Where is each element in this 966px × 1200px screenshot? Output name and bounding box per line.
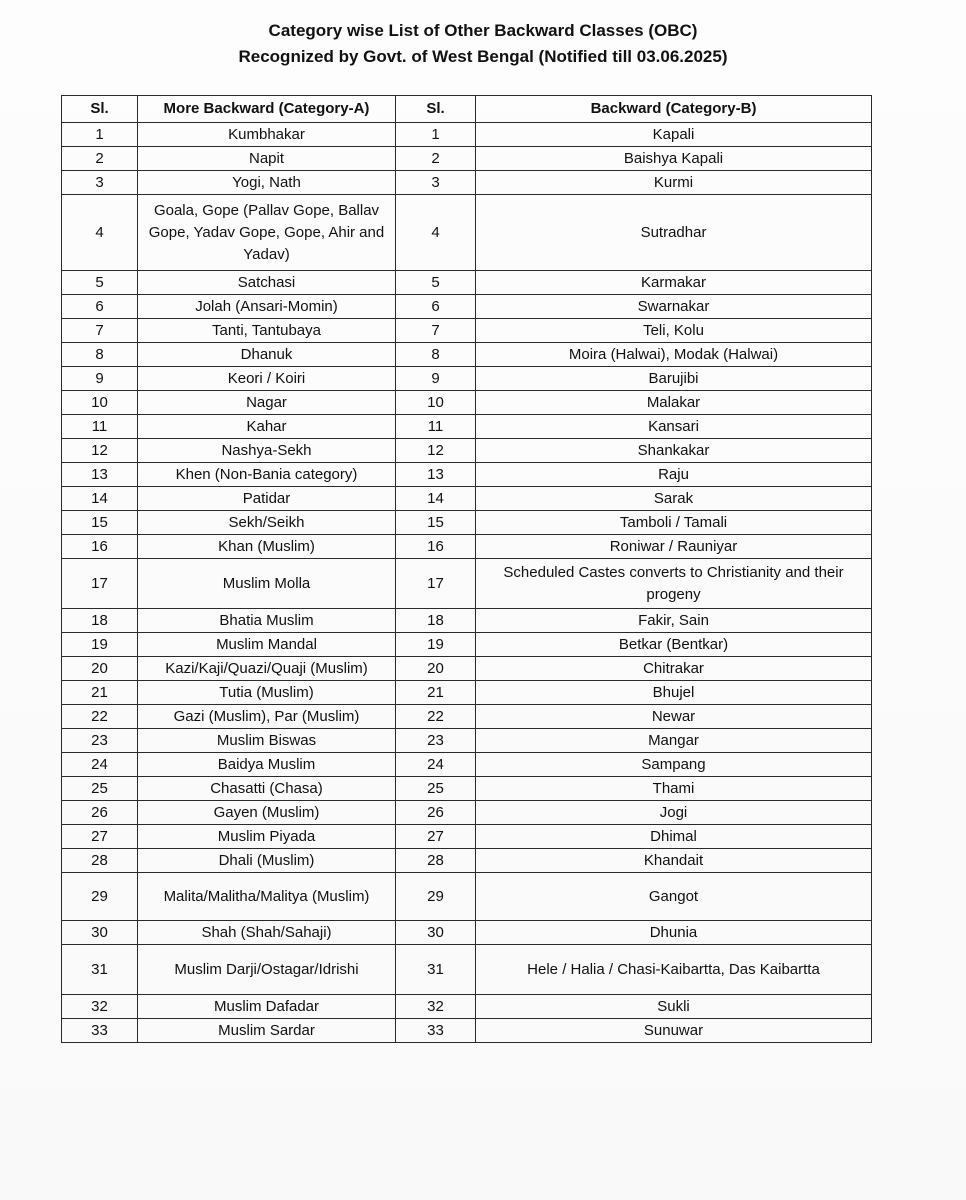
sl-a-cell: 14 [62, 487, 138, 511]
table-row [62, 825, 872, 849]
table-row [62, 511, 872, 535]
category-b-cell: Sampang [476, 753, 872, 777]
table-header-row [62, 96, 872, 123]
table-row [62, 801, 872, 825]
category-b-cell: Tamboli / Tamali [476, 511, 872, 535]
category-a-cell: Sekh/Seikh [138, 511, 396, 535]
category-b-cell: Sukli [476, 995, 872, 1019]
category-a-cell: Muslim Molla [138, 559, 396, 609]
sl-a-cell: 3 [62, 171, 138, 195]
sl-b-cell: 30 [396, 921, 476, 945]
sl-b-cell: 8 [396, 343, 476, 367]
sl-a-cell: 24 [62, 753, 138, 777]
sl-a-cell: 2 [62, 147, 138, 171]
sl-a-cell: 26 [62, 801, 138, 825]
sl-b-cell: 4 [396, 195, 476, 271]
sl-a-cell: 15 [62, 511, 138, 535]
sl-b-cell: 31 [396, 945, 476, 995]
category-b-cell: Dhunia [476, 921, 872, 945]
table-row [62, 729, 872, 753]
sl-b-cell: 21 [396, 681, 476, 705]
category-a-cell: Tanti, Tantubaya [138, 319, 396, 343]
category-a-cell: Gayen (Muslim) [138, 801, 396, 825]
category-b-cell: Kansari [476, 415, 872, 439]
category-b-cell: Bhujel [476, 681, 872, 705]
category-a-cell: Kumbhakar [138, 123, 396, 147]
category-a-cell: Muslim Biswas [138, 729, 396, 753]
sl-a-cell: 21 [62, 681, 138, 705]
table-row [62, 367, 872, 391]
table-row [62, 633, 872, 657]
category-a-cell: Nagar [138, 391, 396, 415]
table-row [62, 945, 872, 995]
header-category-b: Backward (Category-B) [476, 96, 872, 123]
category-b-cell: Jogi [476, 801, 872, 825]
sl-a-cell: 17 [62, 559, 138, 609]
sl-a-cell: 23 [62, 729, 138, 753]
category-b-cell: Malakar [476, 391, 872, 415]
document-heading [0, 18, 966, 70]
category-b-cell: Betkar (Bentkar) [476, 633, 872, 657]
sl-b-cell: 11 [396, 415, 476, 439]
sl-a-cell: 33 [62, 1019, 138, 1043]
table-row [62, 391, 872, 415]
sl-a-cell: 6 [62, 295, 138, 319]
category-a-cell: Yogi, Nath [138, 171, 396, 195]
category-b-cell: Shankakar [476, 439, 872, 463]
category-a-cell: Bhatia Muslim [138, 609, 396, 633]
sl-a-cell: 25 [62, 777, 138, 801]
sl-a-cell: 18 [62, 609, 138, 633]
table-row [62, 295, 872, 319]
category-a-cell: Goala, Gope (Pallav Gope, Ballav Gope, Yadav Gope, Gope, Ahir and Yadav) [138, 195, 396, 271]
table-row [62, 609, 872, 633]
sl-b-cell: 5 [396, 271, 476, 295]
category-a-cell: Muslim Mandal [138, 633, 396, 657]
category-b-cell: Gangot [476, 873, 872, 921]
category-a-cell: Gazi (Muslim), Par (Muslim) [138, 705, 396, 729]
category-b-cell: Karmakar [476, 271, 872, 295]
sl-a-cell: 12 [62, 439, 138, 463]
sl-b-cell: 14 [396, 487, 476, 511]
sl-b-cell: 16 [396, 535, 476, 559]
sl-a-cell: 13 [62, 463, 138, 487]
category-a-cell: Chasatti (Chasa) [138, 777, 396, 801]
category-b-cell: Kapali [476, 123, 872, 147]
table-row [62, 777, 872, 801]
sl-a-cell: 7 [62, 319, 138, 343]
sl-b-cell: 29 [396, 873, 476, 921]
category-a-cell: Nashya-Sekh [138, 439, 396, 463]
category-b-cell: Thami [476, 777, 872, 801]
table-row [62, 271, 872, 295]
sl-a-cell: 5 [62, 271, 138, 295]
category-a-cell: Muslim Dafadar [138, 995, 396, 1019]
category-b-cell: Fakir, Sain [476, 609, 872, 633]
sl-a-cell: 10 [62, 391, 138, 415]
table-row [62, 319, 872, 343]
category-a-cell: Dhali (Muslim) [138, 849, 396, 873]
category-a-cell: Muslim Sardar [138, 1019, 396, 1043]
sl-a-cell: 16 [62, 535, 138, 559]
table-row [62, 439, 872, 463]
category-b-cell: Sarak [476, 487, 872, 511]
category-a-cell: Muslim Darji/Ostagar/Idrishi [138, 945, 396, 995]
category-a-cell: Jolah (Ansari-Momin) [138, 295, 396, 319]
category-b-cell: Roniwar / Rauniyar [476, 535, 872, 559]
category-b-cell: Sunuwar [476, 1019, 872, 1043]
category-b-cell: Raju [476, 463, 872, 487]
sl-b-cell: 22 [396, 705, 476, 729]
sl-a-cell: 28 [62, 849, 138, 873]
sl-a-cell: 9 [62, 367, 138, 391]
sl-b-cell: 3 [396, 171, 476, 195]
table-row [62, 195, 872, 271]
sl-b-cell: 23 [396, 729, 476, 753]
category-b-cell: Teli, Kolu [476, 319, 872, 343]
category-a-cell: Napit [138, 147, 396, 171]
category-a-cell: Baidya Muslim [138, 753, 396, 777]
header-category-a: More Backward (Category-A) [138, 96, 396, 123]
table-row [62, 123, 872, 147]
sl-b-cell: 18 [396, 609, 476, 633]
table-row [62, 487, 872, 511]
table-row [62, 147, 872, 171]
category-b-cell: Chitrakar [476, 657, 872, 681]
table-row [62, 921, 872, 945]
category-a-cell: Keori / Koiri [138, 367, 396, 391]
sl-b-cell: 20 [396, 657, 476, 681]
header-sl-b: Sl. [396, 96, 476, 123]
category-a-cell: Khen (Non-Bania category) [138, 463, 396, 487]
category-b-cell: Newar [476, 705, 872, 729]
category-b-cell: Dhimal [476, 825, 872, 849]
category-a-cell: Patidar [138, 487, 396, 511]
table-row [62, 753, 872, 777]
sl-a-cell: 22 [62, 705, 138, 729]
sl-b-cell: 33 [396, 1019, 476, 1043]
sl-a-cell: 4 [62, 195, 138, 271]
sl-b-cell: 24 [396, 753, 476, 777]
category-a-cell: Khan (Muslim) [138, 535, 396, 559]
sl-b-cell: 9 [396, 367, 476, 391]
sl-a-cell: 29 [62, 873, 138, 921]
sl-b-cell: 15 [396, 511, 476, 535]
sl-a-cell: 30 [62, 921, 138, 945]
sl-a-cell: 32 [62, 995, 138, 1019]
category-b-cell: Moira (Halwai), Modak (Halwai) [476, 343, 872, 367]
category-a-cell: Satchasi [138, 271, 396, 295]
table-row [62, 657, 872, 681]
sl-b-cell: 27 [396, 825, 476, 849]
category-b-cell: Khandait [476, 849, 872, 873]
category-a-cell: Muslim Piyada [138, 825, 396, 849]
sl-a-cell: 8 [62, 343, 138, 367]
category-b-cell: Mangar [476, 729, 872, 753]
sl-b-cell: 17 [396, 559, 476, 609]
title-line-1: Category wise List of Other Backward Classes (OBC) [268, 21, 698, 40]
sl-b-cell: 7 [396, 319, 476, 343]
table-row [62, 873, 872, 921]
sl-a-cell: 27 [62, 825, 138, 849]
category-a-cell: Tutia (Muslim) [138, 681, 396, 705]
table-row [62, 171, 872, 195]
sl-b-cell: 19 [396, 633, 476, 657]
sl-a-cell: 31 [62, 945, 138, 995]
category-b-cell: Sutradhar [476, 195, 872, 271]
category-a-cell: Malita/Malitha/Malitya (Muslim) [138, 873, 396, 921]
sl-b-cell: 6 [396, 295, 476, 319]
category-a-cell: Dhanuk [138, 343, 396, 367]
table-row [62, 995, 872, 1019]
table-row [62, 535, 872, 559]
sl-b-cell: 13 [396, 463, 476, 487]
title-line-2: Recognized by Govt. of West Bengal (Notified till 03.06.2025) [238, 47, 728, 66]
table-row [62, 559, 872, 609]
category-a-cell: Kazi/Kaji/Quazi/Quaji (Muslim) [138, 657, 396, 681]
header-sl-a: Sl. [62, 96, 138, 123]
sl-b-cell: 26 [396, 801, 476, 825]
table-row [62, 1019, 872, 1043]
table-row [62, 705, 872, 729]
category-b-cell: Hele / Halia / Chasi-Kaibartta, Das Kaibartta [476, 945, 872, 995]
category-b-cell: Kurmi [476, 171, 872, 195]
obc-table [61, 95, 872, 1043]
sl-b-cell: 2 [396, 147, 476, 171]
sl-b-cell: 10 [396, 391, 476, 415]
category-b-cell: Scheduled Castes converts to Christianity and their progeny [476, 559, 872, 609]
category-a-cell: Shah (Shah/Sahaji) [138, 921, 396, 945]
sl-b-cell: 32 [396, 995, 476, 1019]
table-row [62, 463, 872, 487]
sl-a-cell: 19 [62, 633, 138, 657]
category-b-cell: Swarnakar [476, 295, 872, 319]
sl-b-cell: 25 [396, 777, 476, 801]
sl-b-cell: 28 [396, 849, 476, 873]
table-row [62, 415, 872, 439]
table-row [62, 849, 872, 873]
sl-a-cell: 1 [62, 123, 138, 147]
table-row [62, 681, 872, 705]
sl-a-cell: 20 [62, 657, 138, 681]
sl-b-cell: 1 [396, 123, 476, 147]
table-row [62, 343, 872, 367]
category-a-cell: Kahar [138, 415, 396, 439]
category-b-cell: Barujibi [476, 367, 872, 391]
category-b-cell: Baishya Kapali [476, 147, 872, 171]
sl-a-cell: 11 [62, 415, 138, 439]
sl-b-cell: 12 [396, 439, 476, 463]
